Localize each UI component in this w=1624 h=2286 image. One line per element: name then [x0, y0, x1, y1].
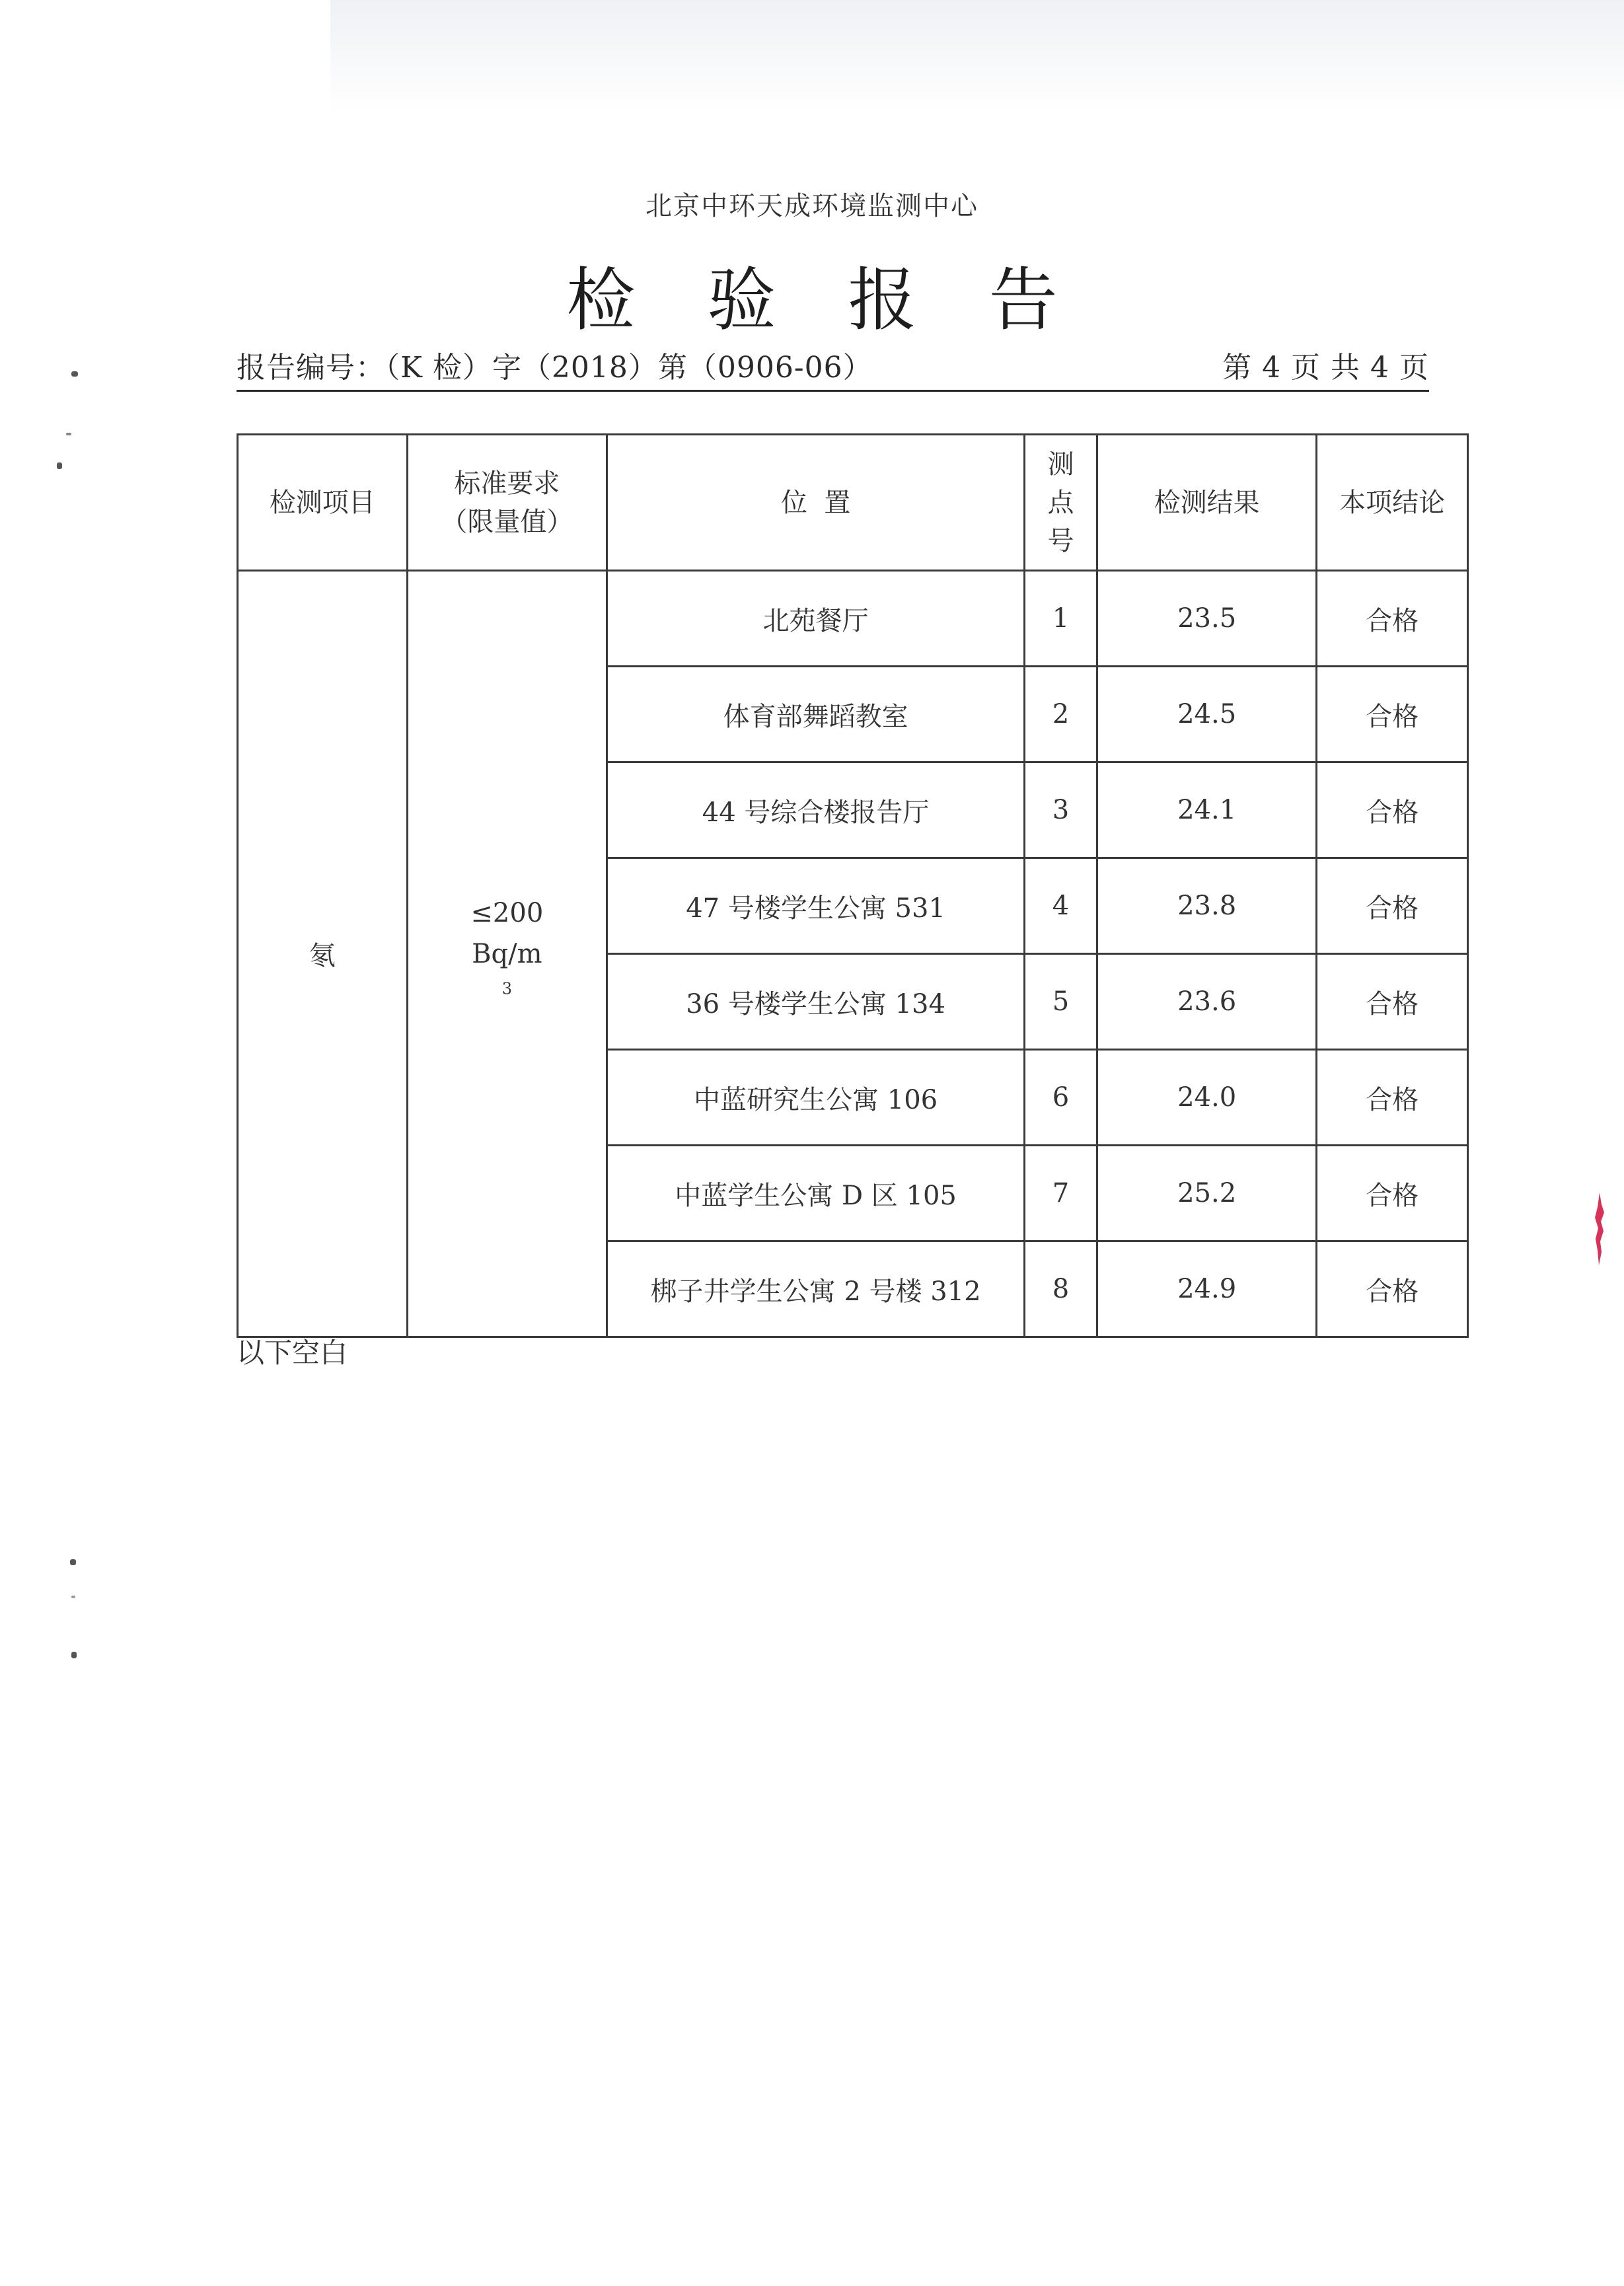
result-cell: 23.6	[1097, 954, 1316, 1050]
conclusion-cell: 合格	[1317, 762, 1468, 858]
point-cell: 7	[1025, 1146, 1097, 1241]
red-ink-mark	[1594, 1193, 1606, 1265]
header-standard-line2: （限量值）	[441, 506, 573, 537]
result-cell: 24.5	[1097, 667, 1316, 762]
result-cell: 24.1	[1097, 762, 1316, 858]
conclusion-cell: 合格	[1317, 1146, 1468, 1241]
scan-speck	[71, 371, 78, 377]
header-point-char: 点	[1047, 487, 1074, 518]
header-point-char: 号	[1047, 525, 1074, 556]
conclusion-cell: 合格	[1317, 954, 1468, 1050]
location-cell: 中蓝研究生公寓 106	[607, 1050, 1025, 1146]
table-header-row	[238, 435, 1468, 571]
standard-unit-exponent: 3	[501, 979, 512, 998]
standard-cell	[407, 571, 607, 1337]
location-cell: 中蓝学生公寓 D 区 105	[607, 1146, 1025, 1241]
location-cell: 梆子井学生公寓 2 号楼 312	[607, 1241, 1025, 1337]
item-cell: 氡	[238, 571, 408, 1337]
header-standard	[407, 435, 607, 571]
location-cell: 47 号楼学生公寓 531	[607, 858, 1025, 954]
scan-speck	[71, 1652, 77, 1658]
conclusion-cell: 合格	[1317, 667, 1468, 762]
result-cell: 24.9	[1097, 1241, 1316, 1337]
location-cell: 北苑餐厅	[607, 571, 1025, 667]
point-cell: 1	[1025, 571, 1097, 667]
conclusion-cell: 合格	[1317, 1241, 1468, 1337]
point-cell: 5	[1025, 954, 1097, 1050]
standard-unit: Bq/m	[472, 938, 542, 969]
scan-speck	[71, 1596, 75, 1598]
scan-shading	[330, 0, 1624, 112]
standard-value: ≤200	[470, 897, 544, 928]
blank-below-note: 以下空白	[237, 1337, 348, 1369]
standard-unit-line	[408, 934, 607, 1015]
header-item: 检测项目	[238, 435, 408, 571]
point-cell: 8	[1025, 1241, 1097, 1337]
scan-speck	[57, 462, 62, 469]
header-standard-line1: 标准要求	[454, 468, 560, 499]
header-point-char: 测	[1047, 449, 1074, 480]
organization-name: 北京中环天成环境监测中心	[646, 191, 978, 221]
point-cell: 6	[1025, 1050, 1097, 1146]
result-cell: 24.0	[1097, 1050, 1316, 1146]
scan-speck	[66, 433, 71, 435]
header-result: 检测结果	[1097, 435, 1316, 571]
location-cell: 体育部舞蹈教室	[607, 667, 1025, 762]
conclusion-cell: 合格	[1317, 1050, 1468, 1146]
result-cell: 25.2	[1097, 1146, 1316, 1241]
header-point-no	[1025, 435, 1097, 571]
page-number: 第 4 页 共 4 页	[1222, 351, 1429, 385]
header-conclusion: 本项结论	[1317, 435, 1468, 571]
report-number: 报告编号：（K 检）字（2018）第（0906-06）	[237, 351, 873, 385]
point-cell: 3	[1025, 762, 1097, 858]
result-cell: 23.5	[1097, 571, 1316, 667]
location-cell: 44 号综合楼报告厅	[607, 762, 1025, 858]
document-title: 检 验 报 告	[566, 260, 1083, 340]
inspection-results-table	[237, 433, 1469, 1338]
table-row	[238, 571, 1468, 667]
conclusion-cell: 合格	[1317, 858, 1468, 954]
conclusion-cell: 合格	[1317, 571, 1468, 667]
point-cell: 4	[1025, 858, 1097, 954]
scan-speck	[70, 1559, 76, 1565]
header-location: 位 置	[607, 435, 1025, 571]
point-cell: 2	[1025, 667, 1097, 762]
report-info-line	[237, 350, 1429, 392]
result-cell: 23.8	[1097, 858, 1316, 954]
location-cell: 36 号楼学生公寓 134	[607, 954, 1025, 1050]
